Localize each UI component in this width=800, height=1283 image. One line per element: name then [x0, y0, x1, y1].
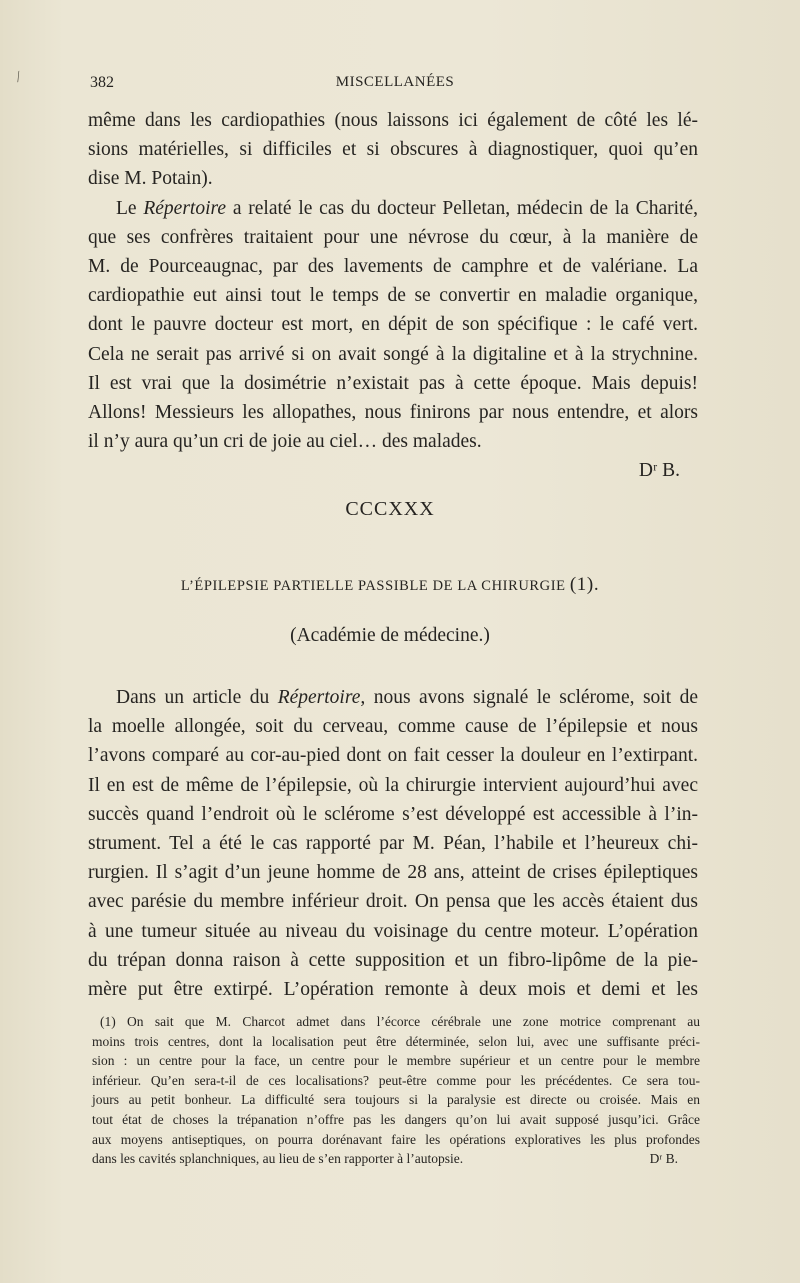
text-line: même dans les cardiopathies (nous laissons ici également de côté les lé- — [88, 110, 698, 131]
text-line: dont le pauvre docteur est mort, en dépit de son spécifique : le café vert. — [88, 314, 698, 336]
footnote-line: inférieur. Qu’en sera-t-il de ces localisations? peut-être comme pour les précédentes. Ce sera tou- — [92, 1072, 700, 1088]
margin-mark: ⁄ — [14, 70, 24, 85]
footnote-line: moins trois centres, dont la localisation peut être déterminée, selon lui, avec une suffisante préci- — [92, 1033, 700, 1049]
footnote-line: tout état de choses la trépanation n’offre pas les dangers qu’on lui avait supposé jusqu’ici. Grâce — [92, 1111, 700, 1127]
repertoire-title: Répertoire — [143, 197, 227, 219]
text-line: dise M. Potain). — [88, 168, 213, 190]
text-line: succès quand l’endroit où le sclérome s’est développé est accessible à l’in- — [88, 803, 698, 825]
footnote-last-line — [92, 1149, 700, 1169]
footnote-line: aux moyens antiseptiques, on pourra dorénavant faire les opérations exploratives les plus profondes — [92, 1131, 700, 1147]
paragraph-first-line — [88, 683, 698, 712]
repertoire-title: Répertoire, — [277, 687, 366, 708]
text-span: a relaté le cas du docteur Pelletan, médecin de la Charité, — [232, 197, 698, 219]
text-line: à une tumeur située au niveau du voisinage du centre moteur. L’opération — [88, 920, 698, 942]
text-line: Il est vrai que la dosimétrie n’existait pas à cette époque. Mais depuis! — [88, 372, 698, 394]
page-header — [90, 74, 700, 98]
chapter-source: (Académie de médecine.) — [290, 625, 490, 646]
text-span: Le — [116, 197, 137, 219]
text-span: Dans un article du — [116, 687, 270, 708]
footnote-text: dans les cavités splanchniques, au lieu de s’en rapporter à l’autopsie. — [92, 1151, 464, 1167]
footnote-signature: Dʳ B. — [649, 1151, 678, 1167]
text-line: que ses confrères traitaient pour une névrose du cœur, à la manière de — [88, 226, 698, 248]
footnote-reference: (1). — [569, 574, 600, 595]
signature: Dʳ B. — [638, 460, 680, 482]
paragraph-first-line — [88, 194, 698, 223]
text-line: du trépan donna raison à cette supposition et un fibro-lipôme de la pie- — [88, 949, 698, 971]
footnote-line: (1) On sait que M. Charcot admet dans l’écorce cérébrale une zone motrice comprenant au — [100, 1014, 700, 1029]
text-line: la moelle allongée, soit du cerveau, comme cause de l’épilepsie et nous — [88, 716, 698, 738]
text-line: l’avons comparé au cor-au-pied dont on fait cesser la douleur en l’extirpant. — [88, 745, 698, 767]
text-block-continuation — [88, 106, 698, 486]
footnote-line: sion : un centre pour la face, un centre pour le membre supérieur et un centre pour le membre — [92, 1053, 700, 1069]
text-line: Cela ne serait pas arrivé si on avait songé à la digitaline et à la strychnine. — [88, 343, 698, 365]
running-head: MISCELLANÉES — [335, 74, 455, 90]
text-span: nous avons signalé le sclérome, soit de — [373, 687, 699, 708]
text-line: rurgien. Il s’agit d’un jeune homme de 28 ans, atteint de crises épileptiques — [88, 862, 698, 884]
page-number: 382 — [90, 74, 114, 91]
chapter-title-text: L’ÉPILEPSIE PARTIELLE PASSIBLE DE LA CHIRURGIE — [180, 578, 566, 594]
footnote-line: jours au petit bonheur. La difficulté sera toujours si la paralysie est directe ou croisée. Mais en — [92, 1092, 700, 1108]
footnote — [92, 1012, 700, 1169]
text-line: Il en est de même de l’épilepsie, où la chirurgie intervient aujourd’hui avec — [88, 774, 698, 796]
text-line: cardiopathie eut ainsi tout le temps de se convertir en maladie organique, — [88, 285, 698, 307]
chapter-title — [0, 574, 780, 596]
text-line: strument. Tel a été le cas rapporté par M. Péan, l’habile et l’heureux chi- — [88, 833, 698, 855]
text-line: avec parésie du membre inférieur droit. On pensa que les accès étaient dus — [88, 891, 698, 913]
text-line: il n’y aura qu’un cri de joie au ciel… des malades. — [88, 431, 482, 453]
text-line: mère put être extirpé. L’opération remonte à deux mois et demi et les — [88, 979, 698, 1001]
text-line: Allons! Messieurs les allopathes, nous finirons par nous entendre, et alors — [88, 402, 698, 424]
chapter-number: CCCXXX — [345, 498, 435, 520]
text-line: M. de Pourceaugnac, par des lavements de camphre et de valériane. La — [88, 256, 698, 278]
text-line: sions matérielles, si difficiles et si obscures à diagnostiquer, quoi qu’en — [88, 139, 698, 161]
text-block-article — [88, 683, 698, 1004]
